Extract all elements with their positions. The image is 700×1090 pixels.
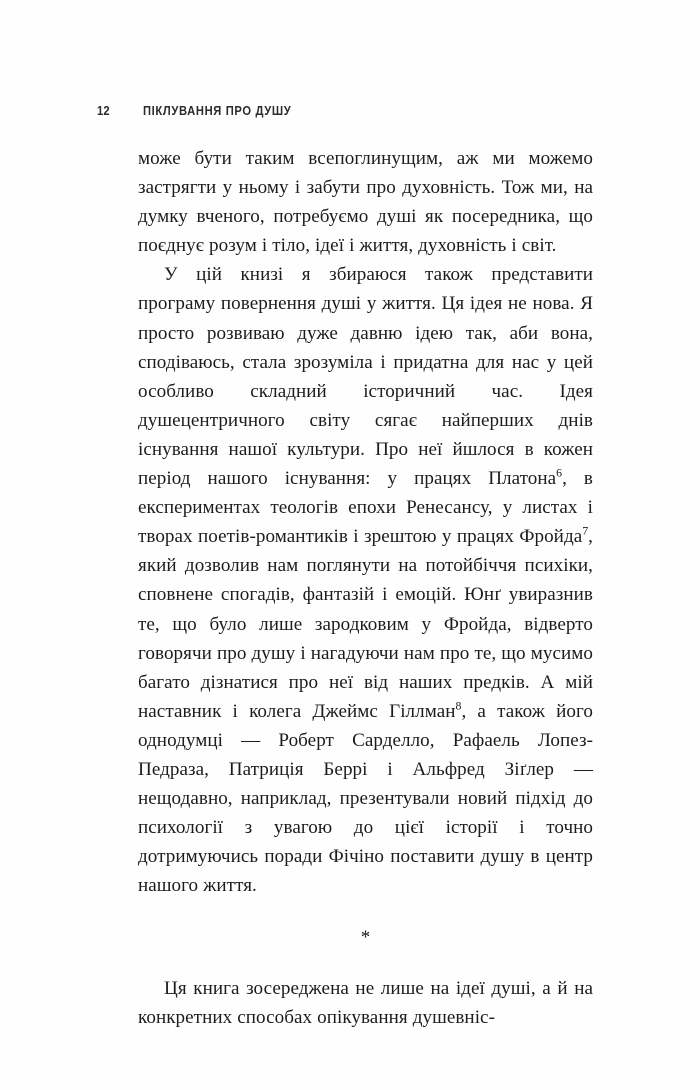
page-number: 12: [97, 103, 110, 118]
running-header: [97, 103, 315, 118]
asterisk-separator: *: [360, 927, 371, 949]
footnote-marker: 6: [556, 465, 563, 480]
paragraph-2: У цій книзі я збираюся також представити програму повернення душі у життя. Ця ідея не нова. Я просто розвиваю дуже давню ідею так, аби вона, сподіваюсь, стала зрозуміла і придатна для нас у цей особливо складний історичний час. Ідея душецентричного світу сягає найперших днів існування нашої культури. Про неї йшлося в кожен період нашого існування: у працях Платона$^6$, в експериментах теологів епохи Ренесансу, у листах і творах поетів-романтиків і зрештою у працях Фройда$^7$, який дозволив нам поглянути на потойбіччя психіки, сповнене спогадів, фантазій і емоцій. Юнґ увиразнив те, що було лише зародковим у Фройда, відверто говорячи про душу і нагадуючи нам про те, що мусимо багато дізнатися про неї від наших предків. А мій наставник і колега Джеймс Гіллман$^8$, а також його однодумці — Роберт Сарделло, Рафаель Лопез-Педраза, Патриція Беррі і Альфред Зіґлер — нещодавно, наприклад, презентували новий підхід до психології з увагою до цієї історії і точно дотримуючись поради Фічіно поставити душу в центр нашого життя.: [138, 264, 593, 897]
separator-space-below: [138, 953, 593, 974]
running-head-title: ПІКЛУВАННЯ ПРО ДУШУ: [142, 103, 292, 118]
separator-space-above: [138, 900, 593, 923]
paragraph-1: може бути таким всепоглинущим, аж ми можемо застрягти у ньому і забути про духовність. Тож ми, на думку вченого, потребуємо душі як посередника, що поєднує розум і тіло, ідеї і життя, духовність і світ.: [138, 148, 593, 257]
footnote-marker: 8: [455, 698, 462, 713]
footnote-marker: 7: [582, 523, 589, 538]
text-block: [138, 144, 593, 1032]
paragraph-3: Ця книга зосереджена не лише на ідеї душі, а й на конкретних способах опікування душевніс-: [138, 977, 593, 1028]
